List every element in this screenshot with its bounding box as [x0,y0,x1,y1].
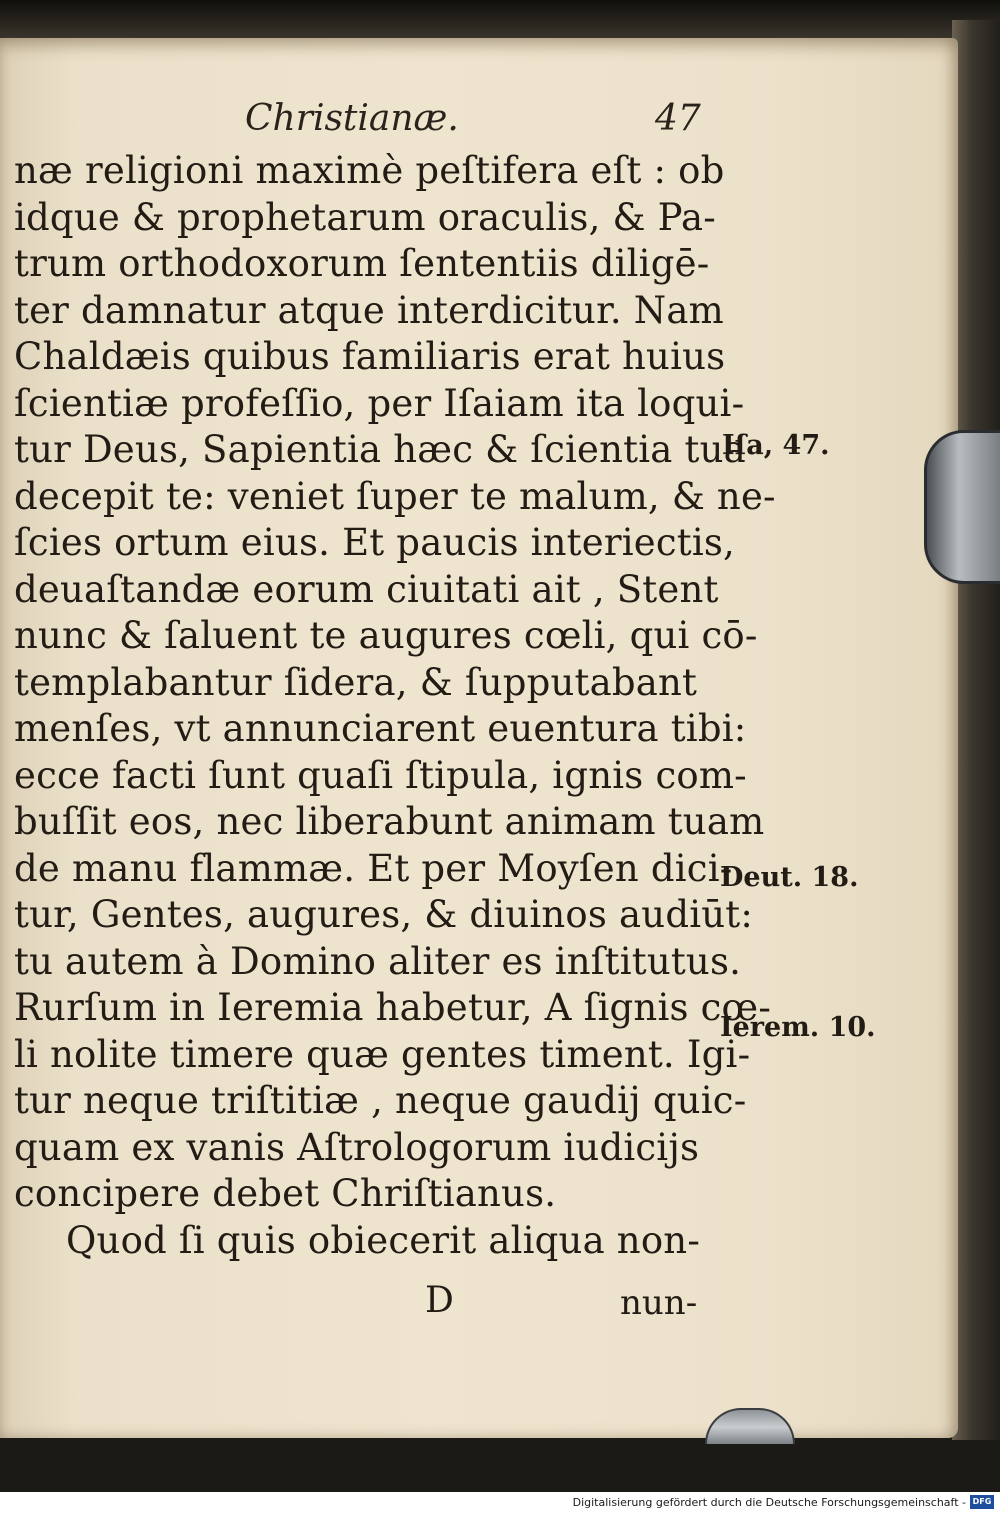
text-line: templabantur ſidera, & ſupputabant [14,660,698,704]
dfg-logo: DFG [970,1495,994,1509]
text-line: tur neque triſtitiæ , neque gaudij quic- [14,1079,747,1122]
text-line: ecce facti ſunt quaſi ſtipula, ignis com- [14,753,747,797]
margin-note-isaiah: Iſa, 47. [722,430,830,461]
catchword: nun- [620,1283,698,1323]
running-head: Christianæ. [245,98,459,139]
scan-top-edge [0,0,1000,38]
page-clip-right [924,430,1000,584]
text-line: ſcies ortum eius. Et paucis interiectis, [14,521,736,564]
text-line: Rurſum in Ieremia habetur, A ſignis cœ- [14,986,772,1029]
text-line: deuaſtandæ eorum ciuitati ait , Stent [14,567,719,611]
text-line: menſes, vt annunciarent euentura tibi: [14,707,747,750]
text-line: idque & prophetarum oraculis, & Pa- [14,195,716,239]
digitization-credit: Digitalisierung gefördert durch die Deutsche Forschungsgemeinschaft - [572,1496,966,1509]
margin-note-jeremiah: Ierem. 10. [720,1012,876,1043]
text-line: Chaldæis quibus familiaris erat huius [14,335,726,378]
text-line: li nolite timere quæ gentes timent. Igi- [14,1032,751,1076]
text-line: ſcientiæ profeſſio, per Iſaiam ita loqui- [14,381,745,425]
text-line: næ religioni maximè peſtifera eſt : ob [14,149,725,192]
text-line-paragraph-start: Quod ſi quis obiecerit aliqua non- [66,1218,701,1262]
text-line: tu autem à Domino aliter es inſtitutus. [14,939,742,983]
text-line: tur, Gentes, augures, & diuinos audiūt: [14,893,754,936]
text-line: concipere debet Chriſtianus. [14,1172,557,1215]
margin-note-deuteronomy: Deut. 18. [720,862,859,893]
text-line: nunc & ſaluent te augures cœli, qui cō- [14,614,758,657]
text-line: ter damnatur atque interdicitur. Nam [14,288,724,332]
text-line: buſſit eos, nec liberabunt animam tuam [14,800,765,843]
text-line: tur Deus, Sapientia hæc & ſcientia tua [14,428,746,471]
book-page-edges [952,20,1000,1440]
text-line: decepit te: veniet ſuper te malum, & ne- [14,474,776,518]
text-line: de manu flammæ. Et per Moyſen dici- [14,846,733,890]
text-line: quam ex vanis Aſtrologorum iudicijs [14,1125,700,1169]
signature-mark: D [425,1280,454,1321]
page-number: 47 [655,98,701,139]
text-line: trum orthodoxorum ſententiis diligē- [14,242,710,285]
